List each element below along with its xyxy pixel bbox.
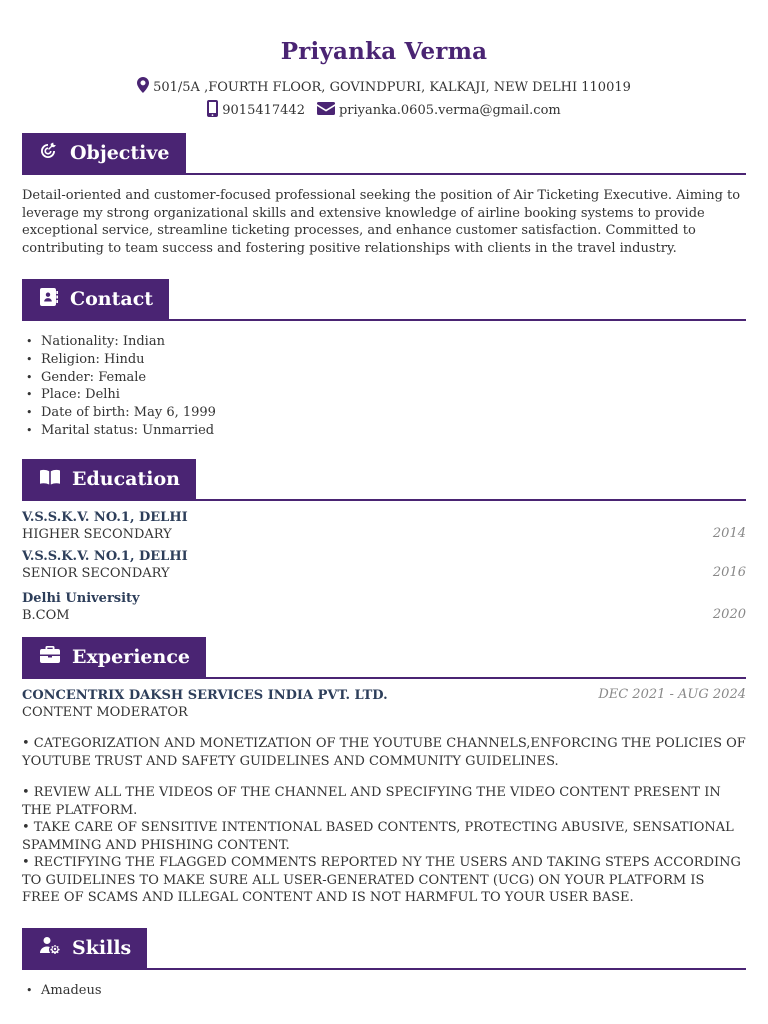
education-year: 2014 <box>712 526 746 541</box>
education-year: 2020 <box>712 607 746 622</box>
education-tab <box>22 459 196 499</box>
duty-item: • TAKE CARE OF SENSITIVE INTENTIONAL BASED CONTENTS, PROTECTING ABUSIVE, SENSATIONAL SPAMMING AND PHISHING CONTENT. <box>22 820 734 853</box>
list-item: • Religion: Hindu <box>22 351 746 369</box>
contact-list <box>22 333 746 440</box>
education-entry <box>22 548 746 582</box>
experience-header <box>22 637 746 679</box>
user-gear-icon <box>40 937 60 959</box>
address-text: 501/5A ,FOURTH FLOOR, GOVINDPURI, KALKAJI, NEW DELHI 110019 <box>153 79 631 95</box>
list-item: • Gender: Female <box>22 369 746 387</box>
experience-section <box>22 637 746 907</box>
mobile-phone-icon <box>207 100 218 121</box>
degree-name: SENIOR SECONDARY <box>22 566 170 581</box>
education-year: 2016 <box>712 565 746 580</box>
list-item: • Nationality: Indian <box>22 333 746 351</box>
experience-tab <box>22 637 206 677</box>
list-item: • Marital status: Unmarried <box>22 422 746 440</box>
degree-name: B.COM <box>22 608 70 623</box>
duty-item: • REVIEW ALL THE VIDEOS OF THE CHANNEL AND SPECIFYING THE VIDEO CONTENT PRESENT IN THE PLATFORM. <box>22 785 721 818</box>
address-line <box>0 77 768 97</box>
book-icon <box>40 468 60 490</box>
objective-text: Detail-oriented and customer-focused professional seeking the position of Air Ticketing Executive. Aiming to leverage my strong organizational skills and extensive knowledge of airline booking systems to provide exceptional service, streamline ticketing processes, and enhance customer satisfaction. Committed to contributing to team success and fostering positive relationships with clients in the travel industry. <box>22 188 741 256</box>
education-entry <box>22 590 746 624</box>
job-role: CONTENT MODERATOR <box>22 705 188 720</box>
institution-name: Delhi University <box>22 591 140 606</box>
briefcase-icon <box>40 646 60 668</box>
contact-section <box>22 279 746 440</box>
contact-title: Contact <box>70 288 154 310</box>
objective-section <box>22 133 746 257</box>
target-icon <box>40 142 58 165</box>
email-link[interactable]: priyanka.0605.verma@gmail.com <box>338 103 561 118</box>
education-title: Education <box>72 468 180 490</box>
employment-dates: DEC 2021 - AUG 2024 <box>598 687 746 702</box>
skills-title: Skills <box>72 937 132 959</box>
phone-text: 9015417442 <box>222 103 305 118</box>
experience-title: Experience <box>72 646 190 668</box>
objective-title: Objective <box>70 142 170 164</box>
skills-tab <box>22 928 147 968</box>
contact-header <box>22 279 746 321</box>
phone-email-line <box>0 100 768 121</box>
skills-header <box>22 928 746 970</box>
education-entry <box>22 509 746 543</box>
education-section <box>22 459 746 629</box>
duty-item: • RECTIFYING THE FLAGGED COMMENTS REPORTED NY THE USERS AND TAKING STEPS ACCORDING TO GUIDELINES TO MAKE SURE ALL USER-GENERATED CONTENT (UCG) ON YOUR PLATFORM IS FREE OF SCAMS AND ILLEGAL CONTENT AND IS NOT HARMFUL TO YOUR USER BASE. <box>22 855 741 905</box>
location-pin-icon <box>137 77 149 97</box>
address-book-icon <box>40 288 58 311</box>
contact-tab <box>22 279 169 319</box>
education-header <box>22 459 746 501</box>
candidate-name: Priyanka Verma <box>280 38 488 65</box>
duty-item: • CATEGORIZATION AND MONETIZATION OF THE YOUTUBE CHANNELS,ENFORCING THE POLICIES OF YOUTUBE TRUST AND SAFETY GUIDELINES AND COMMUNITY GUIDELINES. <box>22 736 746 769</box>
degree-name: HIGHER SECONDARY <box>22 527 172 542</box>
list-item: • Date of birth: May 6, 1999 <box>22 404 746 422</box>
list-item: • Place: Delhi <box>22 386 746 404</box>
objective-tab <box>22 133 186 173</box>
list-item: • Amadeus <box>22 982 746 1000</box>
institution-name: V.S.S.K.V. NO.1, DELHI <box>22 510 188 525</box>
skills-list <box>22 982 746 1000</box>
objective-header <box>22 133 746 175</box>
skills-section <box>22 928 746 1000</box>
institution-name: V.S.S.K.V. NO.1, DELHI <box>22 549 188 564</box>
company-name: CONCENTRIX DAKSH SERVICES INDIA PVT. LTD. <box>22 688 388 703</box>
envelope-icon <box>317 102 335 119</box>
experience-entry <box>22 687 746 721</box>
